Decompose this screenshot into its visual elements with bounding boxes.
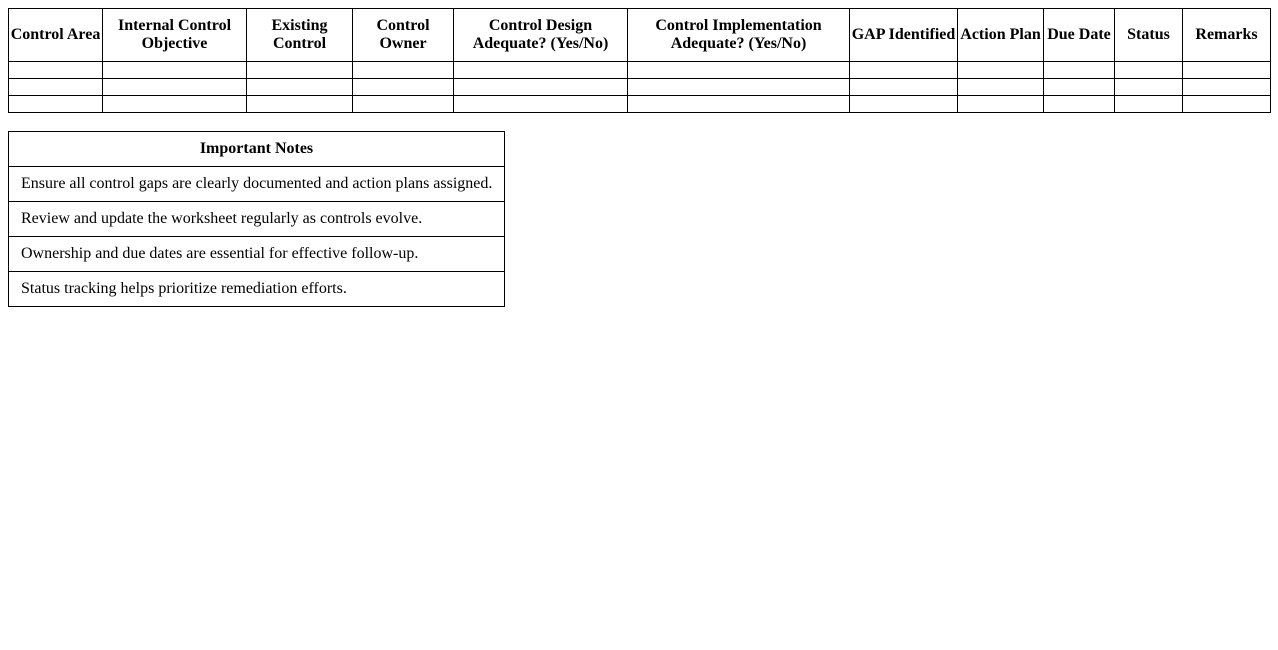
note-row [9,272,505,307]
table-cell[interactable] [353,62,454,79]
note-item: Status tracking helps prioritize remediation efforts. [9,272,505,307]
column-header-gap-identified: GAP Identified [850,9,958,62]
note-item: Review and update the worksheet regularly as controls evolve. [9,202,505,237]
table-cell[interactable] [247,62,353,79]
table-cell[interactable] [850,62,958,79]
table-cell[interactable] [1115,62,1183,79]
column-header-remarks: Remarks [1183,9,1271,62]
column-header-control-implementation-adequate: Control Implementation Adequate? (Yes/No) [628,9,850,62]
table-cell[interactable] [103,62,247,79]
column-header-control-design-adequate: Control Design Adequate? (Yes/No) [454,9,628,62]
column-header-due-date: Due Date [1044,9,1115,62]
table-cell[interactable] [9,62,103,79]
note-row [9,167,505,202]
table-cell[interactable] [353,96,454,113]
table-header-row [9,9,1271,62]
column-header-control-area: Control Area [9,9,103,62]
table-cell[interactable] [454,96,628,113]
table-row [9,79,1271,96]
table-cell[interactable] [958,79,1044,96]
table-cell[interactable] [1044,62,1115,79]
table-cell[interactable] [958,62,1044,79]
table-cell[interactable] [958,96,1044,113]
table-row [9,62,1271,79]
table-cell[interactable] [247,79,353,96]
column-header-action-plan: Action Plan [958,9,1044,62]
table-cell[interactable] [1183,96,1271,113]
column-header-internal-control-objective: Internal Control Objective [103,9,247,62]
table-cell[interactable] [353,79,454,96]
notes-header-row [9,132,505,167]
table-cell[interactable] [628,79,850,96]
table-cell[interactable] [628,62,850,79]
note-row [9,202,505,237]
table-cell[interactable] [103,96,247,113]
note-row [9,237,505,272]
table-cell[interactable] [247,96,353,113]
table-cell[interactable] [850,96,958,113]
column-header-status: Status [1115,9,1183,62]
table-cell[interactable] [1044,96,1115,113]
table-cell[interactable] [1183,62,1271,79]
table-cell[interactable] [9,96,103,113]
column-header-existing-control: Existing Control [247,9,353,62]
column-header-control-owner: Control Owner [353,9,454,62]
notes-title: Important Notes [9,132,505,167]
table-row [9,96,1271,113]
table-cell[interactable] [1044,79,1115,96]
table-cell[interactable] [1183,79,1271,96]
table-cell[interactable] [1115,79,1183,96]
table-cell[interactable] [454,62,628,79]
table-cell[interactable] [9,79,103,96]
note-item: Ensure all control gaps are clearly documented and action plans assigned. [9,167,505,202]
control-gap-worksheet-table [8,8,1271,113]
important-notes-table [8,131,505,307]
table-cell[interactable] [103,79,247,96]
table-cell[interactable] [454,79,628,96]
table-cell[interactable] [850,79,958,96]
table-cell[interactable] [628,96,850,113]
note-item: Ownership and due dates are essential for effective follow-up. [9,237,505,272]
table-cell[interactable] [1115,96,1183,113]
